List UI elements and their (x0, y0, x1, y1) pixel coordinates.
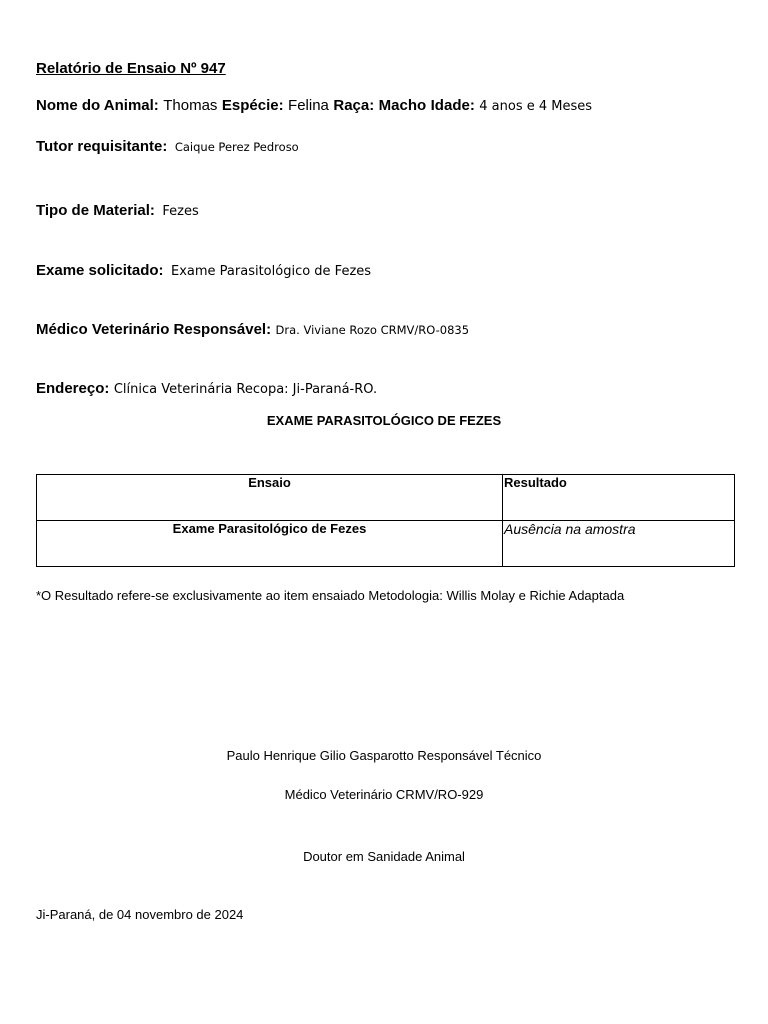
age-value: 4 anos e 4 Meses (479, 99, 593, 114)
animal-name-value: Thomas (163, 97, 218, 114)
address-label: Endereço: (36, 380, 110, 397)
table-cell-resultado: Ausência na amostra (503, 521, 735, 567)
breed-label: Raça: (333, 97, 375, 114)
table-header-ensaio: Ensaio (37, 475, 503, 521)
tutor-label: Tutor requisitante: (36, 138, 168, 155)
table-row (37, 521, 735, 567)
material-label: Tipo de Material: (36, 202, 155, 219)
address-value: Clínica Veterinária Recopa: Ji-Paraná-RO. (113, 382, 378, 397)
section-title: EXAME PARASITOLÓGICO DE FEZES (266, 413, 502, 428)
exam-label: Exame solicitado: (36, 262, 164, 279)
table-header-row (37, 475, 735, 521)
date-line: Ji-Paraná, de 04 novembro de 2024 (36, 907, 244, 922)
table-cell-ensaio: Exame Parasitológico de Fezes (37, 521, 503, 567)
signature-name: Paulo Henrique Gilio Gasparotto Responsável Técnico (226, 748, 542, 763)
vet-label: Médico Veterinário Responsável: (36, 321, 272, 338)
sex-value: Macho (378, 97, 427, 114)
material-value: Fezes (162, 204, 199, 219)
exam-value: Exame Parasitológico de Fezes (171, 264, 372, 279)
table-header-resultado: Resultado (503, 475, 735, 521)
material-line (36, 202, 199, 220)
methodology-footnote: *O Resultado refere-se exclusivamente ao item ensaiado Metodologia: Willis Molay e Richie Adaptada (36, 588, 625, 603)
signature-title: Doutor em Sanidade Animal (303, 849, 465, 864)
address-line (36, 380, 377, 398)
species-value: Felina (288, 97, 329, 114)
result-table (36, 474, 735, 567)
animal-name-label: Nome do Animal: (36, 97, 159, 114)
vet-line (36, 321, 469, 339)
exam-line (36, 262, 371, 280)
tutor-value: Caique Perez Pedroso (174, 140, 299, 154)
report-title: Relatório de Ensaio Nº 947 (36, 60, 226, 77)
species-label: Espécie: (221, 97, 284, 114)
animal-info-line (36, 97, 592, 115)
vet-value: Dra. Viviane Rozo CRMV/RO-0835 (275, 323, 470, 337)
tutor-line (36, 138, 299, 156)
age-label: Idade: (430, 97, 475, 114)
signature-crmv: Médico Veterinário CRMV/RO-929 (284, 787, 484, 802)
